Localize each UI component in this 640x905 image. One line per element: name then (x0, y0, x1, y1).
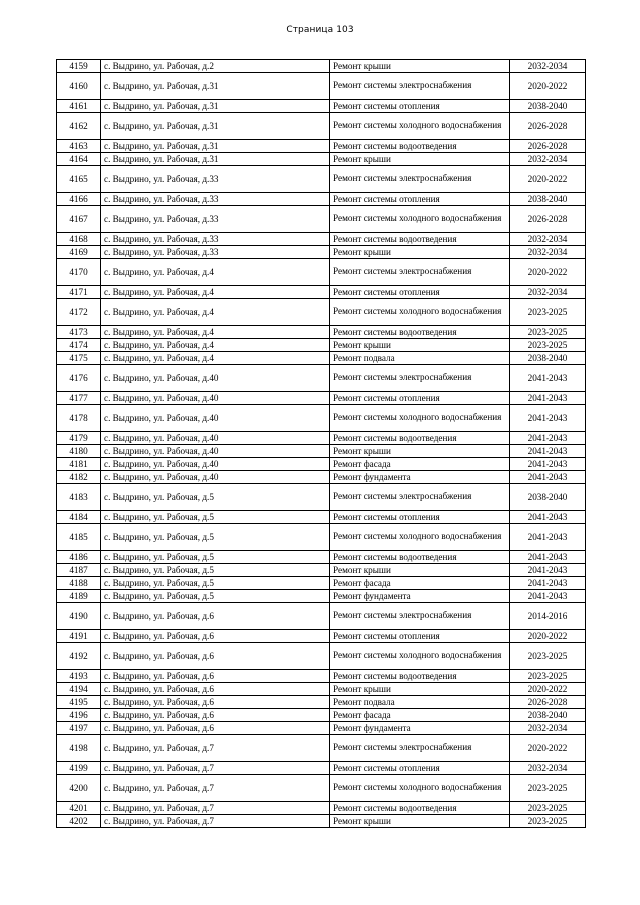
work-type-cell: Ремонт системы холодного водоснабжения (330, 643, 510, 670)
period-cell: 2023-2025 (510, 670, 586, 683)
row-number-cell: 4169 (57, 246, 101, 259)
period-cell: 2038-2040 (510, 193, 586, 206)
table-row (57, 259, 586, 286)
work-type-cell: Ремонт системы водоотведения (330, 233, 510, 246)
row-number-cell: 4192 (57, 643, 101, 670)
row-number-cell: 4199 (57, 762, 101, 775)
row-number-cell: 4189 (57, 590, 101, 603)
work-type-cell: Ремонт фундамента (330, 590, 510, 603)
work-type-cell: Ремонт фундамента (330, 471, 510, 484)
period-cell: 2023-2025 (510, 815, 586, 828)
address-cell: с. Выдрино, ул. Рабочая, д.4 (101, 352, 330, 365)
table-row (57, 392, 586, 405)
table-row (57, 551, 586, 564)
row-number-cell: 4167 (57, 206, 101, 233)
table-row (57, 670, 586, 683)
table-row (57, 775, 586, 802)
address-cell: с. Выдрино, ул. Рабочая, д.7 (101, 775, 330, 802)
work-type-cell: Ремонт системы отопления (330, 286, 510, 299)
work-type-cell: Ремонт системы отопления (330, 100, 510, 113)
table-row (57, 113, 586, 140)
row-number-cell: 4195 (57, 696, 101, 709)
row-number-cell: 4164 (57, 153, 101, 166)
row-number-cell: 4172 (57, 299, 101, 326)
address-cell: с. Выдрино, ул. Рабочая, д.6 (101, 696, 330, 709)
work-type-cell: Ремонт системы электроснабжения (330, 259, 510, 286)
row-number-cell: 4188 (57, 577, 101, 590)
work-type-cell: Ремонт крыши (330, 445, 510, 458)
work-type-cell: Ремонт системы электроснабжения (330, 73, 510, 100)
table-row (57, 326, 586, 339)
table-row (57, 471, 586, 484)
row-number-cell: 4183 (57, 484, 101, 511)
period-cell: 2020-2022 (510, 73, 586, 100)
address-cell: с. Выдрино, ул. Рабочая, д.33 (101, 166, 330, 193)
period-cell: 2041-2043 (510, 471, 586, 484)
table-row (57, 590, 586, 603)
period-cell: 2032-2034 (510, 246, 586, 259)
table-row (57, 100, 586, 113)
address-cell: с. Выдрино, ул. Рабочая, д.7 (101, 815, 330, 828)
work-type-cell: Ремонт системы холодного водоснабжения (330, 299, 510, 326)
row-number-cell: 4186 (57, 551, 101, 564)
period-cell: 2023-2025 (510, 339, 586, 352)
address-cell: с. Выдрино, ул. Рабочая, д.7 (101, 762, 330, 775)
table-row (57, 352, 586, 365)
work-type-cell: Ремонт системы отопления (330, 511, 510, 524)
table-row (57, 246, 586, 259)
address-cell: с. Выдрино, ул. Рабочая, д.40 (101, 392, 330, 405)
period-cell: 2023-2025 (510, 802, 586, 815)
address-cell: с. Выдрино, ул. Рабочая, д.6 (101, 603, 330, 630)
address-cell: с. Выдрино, ул. Рабочая, д.6 (101, 670, 330, 683)
period-cell: 2041-2043 (510, 445, 586, 458)
table-row (57, 60, 586, 73)
address-cell: с. Выдрино, ул. Рабочая, д.31 (101, 73, 330, 100)
address-cell: с. Выдрино, ул. Рабочая, д.40 (101, 365, 330, 392)
address-cell: с. Выдрино, ул. Рабочая, д.6 (101, 683, 330, 696)
work-type-cell: Ремонт фасада (330, 709, 510, 722)
period-cell: 2041-2043 (510, 458, 586, 471)
row-number-cell: 4176 (57, 365, 101, 392)
period-cell: 2020-2022 (510, 166, 586, 193)
period-cell: 2026-2028 (510, 696, 586, 709)
work-type-cell: Ремонт системы электроснабжения (330, 484, 510, 511)
row-number-cell: 4161 (57, 100, 101, 113)
table-row (57, 233, 586, 246)
work-type-cell: Ремонт системы электроснабжения (330, 603, 510, 630)
work-type-cell: Ремонт системы холодного водоснабжения (330, 405, 510, 432)
address-cell: с. Выдрино, ул. Рабочая, д.40 (101, 405, 330, 432)
row-number-cell: 4160 (57, 73, 101, 100)
address-cell: с. Выдрино, ул. Рабочая, д.31 (101, 100, 330, 113)
table-row (57, 735, 586, 762)
address-cell: с. Выдрино, ул. Рабочая, д.6 (101, 643, 330, 670)
row-number-cell: 4168 (57, 233, 101, 246)
row-number-cell: 4184 (57, 511, 101, 524)
row-number-cell: 4198 (57, 735, 101, 762)
table-row (57, 722, 586, 735)
table-row (57, 458, 586, 471)
table-row (57, 432, 586, 445)
row-number-cell: 4178 (57, 405, 101, 432)
address-cell: с. Выдрино, ул. Рабочая, д.7 (101, 735, 330, 762)
table-row (57, 696, 586, 709)
address-cell: с. Выдрино, ул. Рабочая, д.7 (101, 802, 330, 815)
period-cell: 2041-2043 (510, 405, 586, 432)
period-cell: 2032-2034 (510, 153, 586, 166)
row-number-cell: 4173 (57, 326, 101, 339)
address-cell: с. Выдрино, ул. Рабочая, д.5 (101, 564, 330, 577)
work-type-cell: Ремонт крыши (330, 60, 510, 73)
row-number-cell: 4165 (57, 166, 101, 193)
table-row (57, 405, 586, 432)
row-number-cell: 4201 (57, 802, 101, 815)
table-row (57, 762, 586, 775)
row-number-cell: 4200 (57, 775, 101, 802)
work-type-cell: Ремонт системы электроснабжения (330, 365, 510, 392)
address-cell: с. Выдрино, ул. Рабочая, д.6 (101, 722, 330, 735)
period-cell: 2023-2025 (510, 299, 586, 326)
period-cell: 2041-2043 (510, 577, 586, 590)
work-type-cell: Ремонт системы отопления (330, 762, 510, 775)
row-number-cell: 4193 (57, 670, 101, 683)
address-cell: с. Выдрино, ул. Рабочая, д.40 (101, 445, 330, 458)
work-type-cell: Ремонт подвала (330, 352, 510, 365)
address-cell: с. Выдрино, ул. Рабочая, д.33 (101, 233, 330, 246)
work-type-cell: Ремонт крыши (330, 683, 510, 696)
table-row (57, 140, 586, 153)
period-cell: 2032-2034 (510, 762, 586, 775)
table-row (57, 603, 586, 630)
address-cell: с. Выдрино, ул. Рабочая, д.4 (101, 299, 330, 326)
period-cell: 2020-2022 (510, 735, 586, 762)
row-number-cell: 4182 (57, 471, 101, 484)
table-row (57, 365, 586, 392)
table-row (57, 564, 586, 577)
address-cell: с. Выдрино, ул. Рабочая, д.6 (101, 630, 330, 643)
row-number-cell: 4163 (57, 140, 101, 153)
table-row (57, 683, 586, 696)
table-row (57, 802, 586, 815)
work-type-cell: Ремонт крыши (330, 339, 510, 352)
table-row (57, 484, 586, 511)
period-cell: 2026-2028 (510, 140, 586, 153)
work-type-cell: Ремонт системы электроснабжения (330, 735, 510, 762)
address-cell: с. Выдрино, ул. Рабочая, д.4 (101, 286, 330, 299)
address-cell: с. Выдрино, ул. Рабочая, д.31 (101, 140, 330, 153)
work-type-cell: Ремонт системы водоотведения (330, 551, 510, 564)
table-row (57, 299, 586, 326)
work-type-cell: Ремонт системы отопления (330, 392, 510, 405)
table-row (57, 339, 586, 352)
address-cell: с. Выдрино, ул. Рабочая, д.5 (101, 484, 330, 511)
address-cell: с. Выдрино, ул. Рабочая, д.40 (101, 471, 330, 484)
table-row (57, 166, 586, 193)
row-number-cell: 4180 (57, 445, 101, 458)
row-number-cell: 4181 (57, 458, 101, 471)
table-row (57, 630, 586, 643)
table-row (57, 73, 586, 100)
period-cell: 2023-2025 (510, 775, 586, 802)
work-type-cell: Ремонт фундамента (330, 722, 510, 735)
period-cell: 2038-2040 (510, 709, 586, 722)
address-cell: с. Выдрино, ул. Рабочая, д.31 (101, 153, 330, 166)
period-cell: 2032-2034 (510, 286, 586, 299)
period-cell: 2041-2043 (510, 551, 586, 564)
row-number-cell: 4166 (57, 193, 101, 206)
address-cell: с. Выдрино, ул. Рабочая, д.33 (101, 193, 330, 206)
period-cell: 2023-2025 (510, 326, 586, 339)
table-row (57, 445, 586, 458)
address-cell: с. Выдрино, ул. Рабочая, д.5 (101, 524, 330, 551)
address-cell: с. Выдрино, ул. Рабочая, д.5 (101, 590, 330, 603)
row-number-cell: 4190 (57, 603, 101, 630)
period-cell: 2038-2040 (510, 484, 586, 511)
address-cell: с. Выдрино, ул. Рабочая, д.4 (101, 326, 330, 339)
period-cell: 2041-2043 (510, 392, 586, 405)
address-cell: с. Выдрино, ул. Рабочая, д.2 (101, 60, 330, 73)
work-type-cell: Ремонт системы отопления (330, 630, 510, 643)
period-cell: 2023-2025 (510, 643, 586, 670)
period-cell: 2020-2022 (510, 630, 586, 643)
repair-schedule-table (56, 59, 586, 828)
row-number-cell: 4196 (57, 709, 101, 722)
work-type-cell: Ремонт системы водоотведения (330, 802, 510, 815)
row-number-cell: 4179 (57, 432, 101, 445)
address-cell: с. Выдрино, ул. Рабочая, д.40 (101, 458, 330, 471)
period-cell: 2041-2043 (510, 365, 586, 392)
period-cell: 2032-2034 (510, 233, 586, 246)
address-cell: с. Выдрино, ул. Рабочая, д.31 (101, 113, 330, 140)
table-row (57, 643, 586, 670)
work-type-cell: Ремонт подвала (330, 696, 510, 709)
row-number-cell: 4177 (57, 392, 101, 405)
period-cell: 2038-2040 (510, 352, 586, 365)
table-row (57, 153, 586, 166)
row-number-cell: 4174 (57, 339, 101, 352)
period-cell: 2041-2043 (510, 564, 586, 577)
row-number-cell: 4171 (57, 286, 101, 299)
table-row (57, 815, 586, 828)
work-type-cell: Ремонт фасада (330, 458, 510, 471)
work-type-cell: Ремонт системы электроснабжения (330, 166, 510, 193)
work-type-cell: Ремонт системы холодного водоснабжения (330, 206, 510, 233)
address-cell: с. Выдрино, ул. Рабочая, д.4 (101, 259, 330, 286)
address-cell: с. Выдрино, ул. Рабочая, д.6 (101, 709, 330, 722)
row-number-cell: 4162 (57, 113, 101, 140)
period-cell: 2026-2028 (510, 113, 586, 140)
table-row (57, 206, 586, 233)
address-cell: с. Выдрино, ул. Рабочая, д.33 (101, 246, 330, 259)
row-number-cell: 4185 (57, 524, 101, 551)
work-type-cell: Ремонт системы водоотведения (330, 670, 510, 683)
period-cell: 2026-2028 (510, 206, 586, 233)
table-row (57, 511, 586, 524)
row-number-cell: 4194 (57, 683, 101, 696)
period-cell: 2041-2043 (510, 511, 586, 524)
period-cell: 2020-2022 (510, 683, 586, 696)
period-cell: 2041-2043 (510, 590, 586, 603)
period-cell: 2014-2016 (510, 603, 586, 630)
work-type-cell: Ремонт фасада (330, 577, 510, 590)
work-type-cell: Ремонт системы холодного водоснабжения (330, 113, 510, 140)
row-number-cell: 4202 (57, 815, 101, 828)
row-number-cell: 4159 (57, 60, 101, 73)
address-cell: с. Выдрино, ул. Рабочая, д.33 (101, 206, 330, 233)
table-row (57, 709, 586, 722)
table-row (57, 524, 586, 551)
work-type-cell: Ремонт системы водоотведения (330, 432, 510, 445)
row-number-cell: 4191 (57, 630, 101, 643)
row-number-cell: 4187 (57, 564, 101, 577)
address-cell: с. Выдрино, ул. Рабочая, д.40 (101, 432, 330, 445)
work-type-cell: Ремонт крыши (330, 246, 510, 259)
address-cell: с. Выдрино, ул. Рабочая, д.4 (101, 339, 330, 352)
table-row (57, 577, 586, 590)
period-cell: 2041-2043 (510, 524, 586, 551)
work-type-cell: Ремонт системы водоотведения (330, 326, 510, 339)
address-cell: с. Выдрино, ул. Рабочая, д.5 (101, 577, 330, 590)
period-cell: 2020-2022 (510, 259, 586, 286)
table-row (57, 286, 586, 299)
table-row (57, 193, 586, 206)
row-number-cell: 4197 (57, 722, 101, 735)
period-cell: 2041-2043 (510, 432, 586, 445)
work-type-cell: Ремонт крыши (330, 564, 510, 577)
table-body (57, 60, 586, 828)
work-type-cell: Ремонт системы водоотведения (330, 140, 510, 153)
period-cell: 2038-2040 (510, 100, 586, 113)
row-number-cell: 4175 (57, 352, 101, 365)
work-type-cell: Ремонт крыши (330, 153, 510, 166)
work-type-cell: Ремонт крыши (330, 815, 510, 828)
work-type-cell: Ремонт системы холодного водоснабжения (330, 775, 510, 802)
period-cell: 2032-2034 (510, 60, 586, 73)
page-number-header: Страница 103 (286, 25, 354, 35)
work-type-cell: Ремонт системы отопления (330, 193, 510, 206)
work-type-cell: Ремонт системы холодного водоснабжения (330, 524, 510, 551)
address-cell: с. Выдрино, ул. Рабочая, д.5 (101, 511, 330, 524)
row-number-cell: 4170 (57, 259, 101, 286)
period-cell: 2032-2034 (510, 722, 586, 735)
address-cell: с. Выдрино, ул. Рабочая, д.5 (101, 551, 330, 564)
